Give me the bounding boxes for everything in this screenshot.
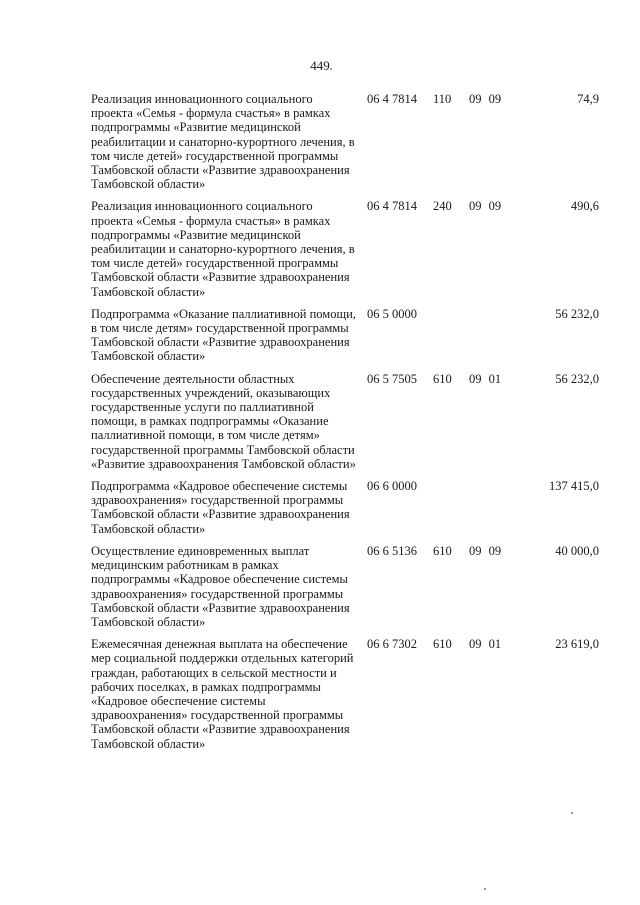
row-description: Реализация инновационного социального проекта «Семья - формула счастья» в рамках подпрограммы «Развитие медицинской реабилитации и санаторно-курортного лечения, в том числе детей» государственной программы Тамбовской области «Развитие здравоохранения Тамбовской области»: [91, 199, 355, 299]
row-amount: 23 619,0: [555, 637, 599, 652]
table-row: [91, 307, 603, 364]
row-description: Реализация инновационного социального проекта «Семья - формула счастья» в рамках подпрограммы «Развитие медицинской реабилитации и санаторно-курортного лечения, в том числе детей» государственной программы Тамбовской области «Развитие здравоохранения Тамбовской области»: [91, 92, 355, 192]
table-row: [91, 637, 603, 751]
row-expense-type: 110: [433, 92, 452, 106]
row-expense-type: 240: [433, 199, 452, 214]
row-target-code: 06 5 7505: [367, 371, 417, 386]
table-row: [91, 372, 603, 471]
scan-speck: [484, 888, 486, 890]
budget-table: [91, 92, 603, 759]
row-amount: 137 415,0: [549, 479, 599, 494]
row-description: Обеспечение деятельности областных государственных учреждений, оказывающих государственные услуги по паллиативной помощи, в рамках подпрограммы «Оказание паллиативной помощи, в том числе детям» государственной программы Тамбовской области «Развитие здравоохранения Тамбовской области»: [91, 371, 356, 471]
row-target-code: 06 6 5136: [367, 543, 417, 558]
row-description: Ежемесячная денежная выплата на обеспечение мер социальной поддержки отдельных категорий граждан, работающих в сельской местности и рабочих поселках, в рамках подпрограммы «Кадровое обеспечение системы здравоохранения» государственной программы Тамбовской области «Развитие здравоохранения Тамбовской области»: [91, 637, 354, 751]
row-section-code: 09 01: [469, 371, 502, 386]
page-number: 449: [310, 58, 330, 73]
row-amount: 490,6: [570, 199, 599, 214]
row-target-code: 06 4 7814: [367, 92, 417, 106]
row-section-code: 09 09: [469, 543, 502, 558]
row-expense-type: 610: [433, 637, 452, 652]
row-amount: 56 232,0: [555, 306, 599, 321]
row-section-code: 09 01: [469, 637, 502, 652]
row-expense-type: 610: [433, 543, 452, 558]
row-expense-type: 610: [433, 371, 452, 386]
table-row: [91, 544, 603, 629]
scan-speck: [330, 68, 332, 70]
row-target-code: 06 6 0000: [367, 479, 417, 494]
table-row: [91, 479, 603, 536]
table-row: [91, 199, 603, 298]
row-description: Подпрограмма «Оказание паллиативной помощи, в том числе детям» государственной программы Тамбовской области «Развитие здравоохранения Тамбовской области»: [91, 306, 356, 364]
row-section-code: 09 09: [469, 92, 502, 106]
row-amount: 74,9: [577, 92, 599, 106]
scan-speck: [571, 812, 573, 814]
row-target-code: 06 5 0000: [367, 306, 417, 321]
row-section-code: 09 09: [469, 199, 502, 214]
row-target-code: 06 4 7814: [367, 199, 417, 214]
row-description: Осуществление единовременных выплат медицинским работникам в рамках подпрограммы «Кадровое обеспечение системы здравоохранения» государственной программы Тамбовской области «Развитие здравоохранения Тамбовской области»: [91, 543, 350, 629]
table-row: [91, 92, 603, 191]
row-target-code: 06 6 7302: [367, 637, 417, 652]
row-description: Подпрограмма «Кадровое обеспечение системы здравоохранения» государственной программы Тамбовской области «Развитие здравоохранения Тамбовской области»: [91, 479, 350, 536]
row-amount: 40 000,0: [555, 543, 599, 558]
row-amount: 56 232,0: [555, 371, 599, 386]
